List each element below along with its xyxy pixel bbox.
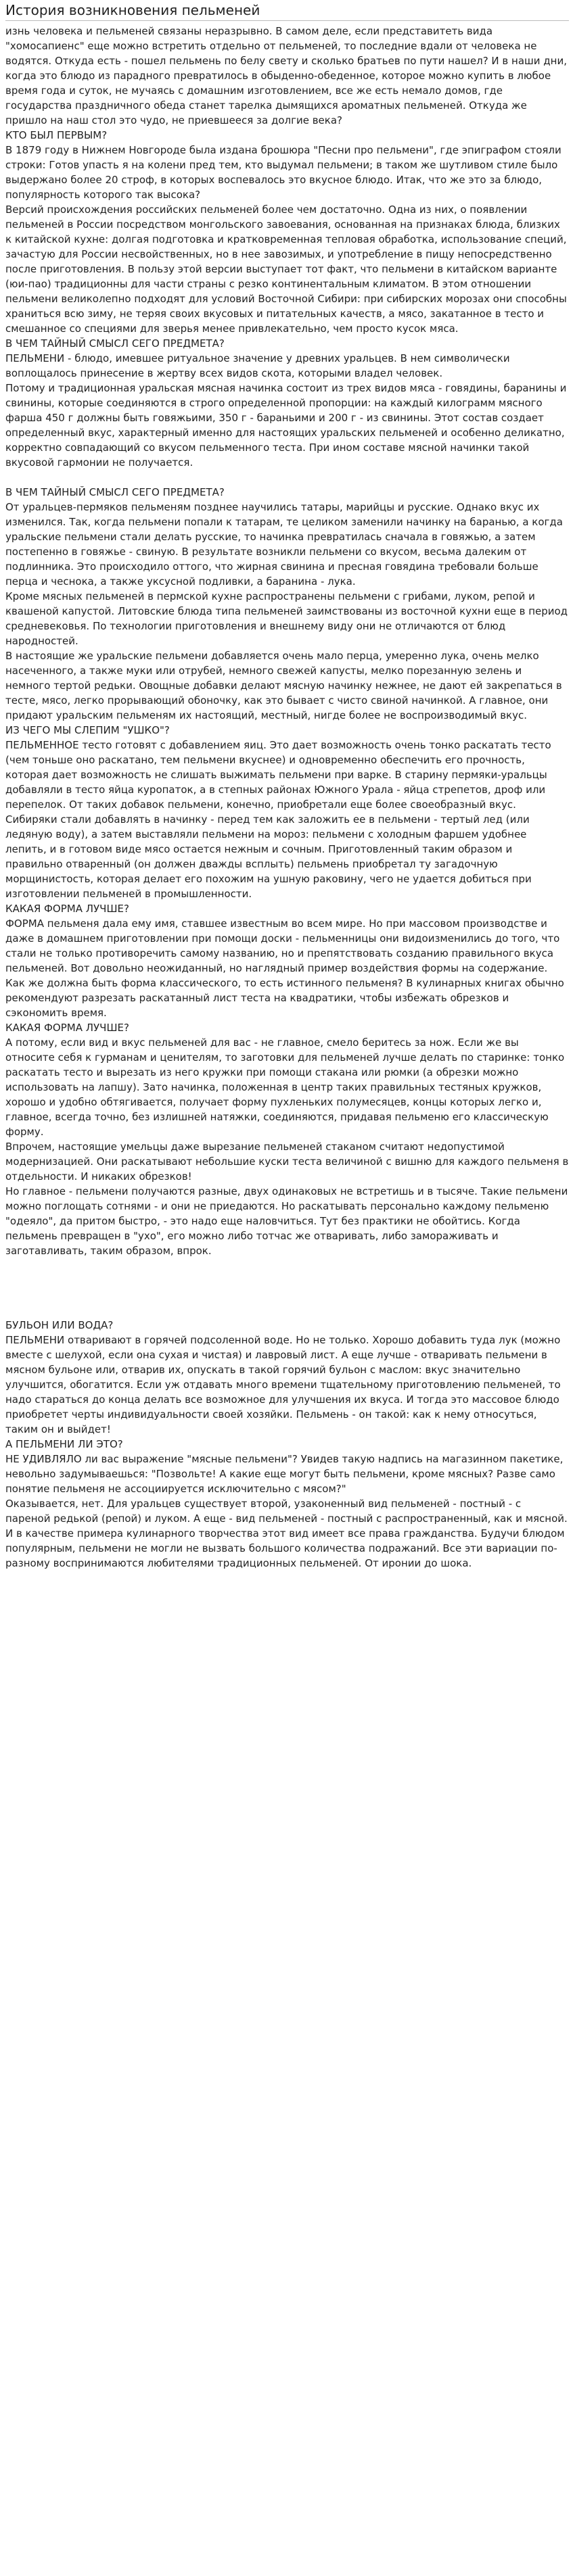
paragraph: ПЕЛЬМЕНИ отваривают в горячей подсоленной воде. Но не только. Хорошо добавить туда лук (можно вместе с шелухой, если она сухая и чистая) и лавровый лист. А еще лучше - отваривать пельмени в мясном бульоне или, отварив их, опускать в такой горячий бульон с маслом: вкус значительно улучшится, обогатится. Если уж отдавать много времени тщательному приготовлению пельменей, то надо стараться до конца делать все возможное для улучшения их вкуса. И тогда это массовое блюдо приобретет черты индивидуальности своей хозяйки. Пельмень - он такой: как к нему относуться, таким он и выйдет! (5, 1334, 564, 1435)
section-heading: В ЧЕМ ТАЙНЫЙ СМЫСЛ СЕГО ПРЕДМЕТА? (5, 337, 225, 350)
section-heading: ИЗ ЧЕГО МЫ СЛЕПИМ "УШКО"? (5, 724, 170, 736)
section-heading: А ПЕЛЬМЕНИ ЛИ ЭТО? (5, 1438, 123, 1450)
paragraph: А потому, если вид и вкус пельменей для вас - не главное, смело беритесь за нож. Если же вы относите себя к гурманам и ценителям, то заготовки для пельменей лучше делать по старинке: тонко раскатать тесто и вырезать из него кружки при помощи стакана или рюмки (а обрезки можно использовать на лапшу). Зато начинка, положенная в центр таких правильных тестяных кружков, хорошо и удобно обтягивается, получает форму пухленьких полумесяцев, концы которых легко и, главное, всегда точно, без излишней натяжки, соединяются, придавая пельменю его классическую форму. Впрочем, настоящие умельцы даже вырезание пельменей стаканом считают недопустимой модернизацией. Они раскатывают небольшие куски теста величиной с вишню для каждого пельменя в отдельности. И никаких обрезков! Но главное - пельмени получаются разные, двух одинаковых не встретишь и в тысяче. Такие пельмени можно поглощать сотнями - и они не приедаются. Но раскатывать персонально каждому пельменю "одеяло", да притом быстро, - это надо еще наловчиться. Тут без практики не обойтись. Когда пельмень превращен в "ухо", его можно либо тотчас же отваривать, либо замораживать и заготавливать, таким образом, впрок. (5, 1036, 569, 1257)
title-divider (5, 20, 569, 21)
paragraph: изнь человека и пельменей связаны неразрывно. В самом деле, если представитеть вида "хомосапиенс" еще можно встретить отдельно от пельменей, то последние вдали от человека не водятся. Откуда есть - пошел пельмень по белу свету и сколько братьев по пути нашел? И в наши дни, когда это блюдо из парадного превратилось в обыденно-обеденное, которое можно купить в любое время года и суток, не мучаясь с домашним изготовлением, все же есть немало домов, где государства праздничного обеда станет тарелка дымящихся ароматных пельменей. Откуда же пришло на наш стол это чудо, не приевшееся за долгие века? (5, 25, 570, 126)
paragraph: ПЕЛЬМЕННОЕ тесто готовят с добавлением яиц. Это дает возможность очень тонко раскатать тесто (чем тоньше оно раскатано, тем пельмени вкуснее) и одновременно обеспечить его прочность, которая дает возможность не слишать выжимать пельмени при варке. В старину пермяки-уральцы добавляли в тесто яйца куропаток, а в степных районах Южного Урала - яйца стрепетов, дроф или перепелок. От таких добавок пельмени, конечно, приобретали еще более своеобразный вкус. Сибиряки стали добавлять в начинку - перед тем как заложить ее в пельмени - тертый лед (или ледяную воду), а затем выставляли пельмени на мороз: пельмени с холодным фаршем удобнее лепить, и в готовом виде мясо остается нежным и сочным. Приготовленный таким образом и правильно отваренный (он должен дважды всплыть) пельмень приобретал ту загадочную морщинистость, которая делает его похожим на ушную раковину, чего не удается добиться при изготовлении пельменей в промышленности. (5, 739, 551, 900)
article-body (5, 24, 569, 1571)
paragraph: ПЕЛЬМЕНИ - блюдо, имевшее ритуальное значение у древних уральцев. В нем символически воплощалось принесение в жертву всех видов скота, которыми владел человек. Потому и традиционная уральская мясная начинка состоит из трех видов мяса - говядины, баранины и свинины, которые соединяются в строго определенной пропорции: на каждый килограмм мясного фарша 450 г должны быть говяжьими, 350 г - бараньими и 200 г - из свинины. Этот состав создает определенный вкус, характерный именно для настоящих уральских пельменей и особенно деликатно, корректно совпадающий со вкусом пельменного теста. При ином составе мясной начинки такой вкусовой гармонии не получается. (5, 352, 567, 469)
section-heading: В ЧЕМ ТАЙНЫЙ СМЫСЛ СЕГО ПРЕДМЕТА? (5, 486, 225, 498)
spacer (5, 470, 569, 485)
section-heading: БУЛЬОН ИЛИ ВОДА? (5, 1319, 114, 1331)
paragraph: НЕ УДИВЛЯЛО ли вас выражение "мясные пельмени"? Увидев такую надпись на магазинном пакетике, невольно задумываешься: "Позвольте! А какие еще могут быть пельмени, кроме мясных? Разве само понятие пельменя не ассоциируется исключительно с мясом?" Оказывается, нет. Для уральцев существует второй, узаконенный вид пельменей - постный - с пареной редькой (репой) и луком. А еще - вид пельменей - постный с распространенный, как и мясной. И в качестве примера кулинарного творчества этот вид имеет все права гражданства. Будучи блюдом популярным, пельмени не могли не вызвать большого количества подражаний. Все эти вариации по-разному воспринимаются любителями традиционных пельменей. От иронии до шока. (5, 1453, 568, 1569)
page-title: История возникновения пельменей (5, 2, 260, 18)
section-heading: КАКАЯ ФОРМА ЛУЧШЕ? (5, 1022, 129, 1034)
spacer (5, 1258, 569, 1318)
section-heading: КАКАЯ ФОРМА ЛУЧШЕ? (5, 903, 129, 915)
section-heading: КТО БЫЛ ПЕРВЫМ? (5, 129, 108, 141)
paragraph: ФОРМА пельменя дала ему имя, ставшее известным во всем мире. Но при массовом производстве и даже в домашнем приготовлении при помощи доски - пельменницы они видоизменились до того, что стали не только противоречить самому названию, но и препятствовать созданию правильного вкуса пельменей. Вот довольно неожиданный, но наглядный пример воздействия формы на содержание. Как же должна быть форма классического, то есть истинного пельменя? В кулинарных книгах обычно рекомендуют разрезать раскатанный лист теста на квадратики, чтобы избежать обрезков и сэкономить время. (5, 917, 564, 1019)
paragraph: От уральцев-пермяков пельменям позднее научились татары, марийцы и русские. Однако вкус их изменился. Так, когда пельмени попали к татарам, те целиком заменили начинку на баранью, а когда уральские пельмени стали делать русские, то начинка превратилась сначала в говяжью, а затем постепенно в говяжье - свиную. В результате возникли пельмени со вкусом, весьма далеким от подлинника. Это происходило оттого, что жирная свинина и пресная говядина требовали больше перца и чеснока, а также уксусной подливки, а баранина - лука. Кроме мясных пельменей в пермской кухне распространены пельмени с грибами, луком, репой и квашеной капустой. Литовские блюда типа пельменей заимствованы из восточной кухни еще в период средневековья. По технологии приготовления и внешнему виду они не отличаются от блюд народностей. В настоящие же уральские пельмени добавляется очень мало перца, умеренно лука, очень мелко насеченного, а также муки или отрубей, немного свежей капусты, мелко порезанную зелень и немного тертой редьки. Овощные добавки делают мясную начинку нежнее, не дают ей закрепаться в тесте, мясо, легко прорывающий обоночку, как это бывает с чисто свиной начинкой. А главное, они придают уральским пельменям их настоящий, местный, нигде более не воспроизводимый вкус. (5, 501, 568, 721)
paragraph: В 1879 году в Нижнем Новгороде была издана брошюра "Песни про пельмени", где эпиграфом стояли строки: Готов упасть я на колени пред тем, кто выдумал пельмени; в таком же шутливом стиле было выдержано более 20 строф, в которых воспевалось это вкусное блюдо. Итак, что же это за блюдо, популярность которого так высока? Версий происхождения российских пельменей более чем достаточно. Одна из них, о появлении пельменей в России посредством монгольского завоевания, основанная на признаках блюда, близких к китайской кухне: долгая подготовка и кратковременная тепловая обработка, использование специй, зачастую для России несвойственных, но в нее завозимых, и употребление в пищу непосредственно после приготовления. В пользу этой версии выступает тот факт, что пельмени в китайском варианте (юи-пао) традиционны для части страны с резко континентальным климатом. В этом отношении пельмени великолепно подходят для условий Восточной Сибири: при сибирских морозах они способны храниться всю зиму, не теряя своих вкусовых и питательных качеств, а мясо, закатанное в тесто и смешанное со специями для зверья менее привлекательно, чем просто кусок мяса. (5, 144, 567, 335)
